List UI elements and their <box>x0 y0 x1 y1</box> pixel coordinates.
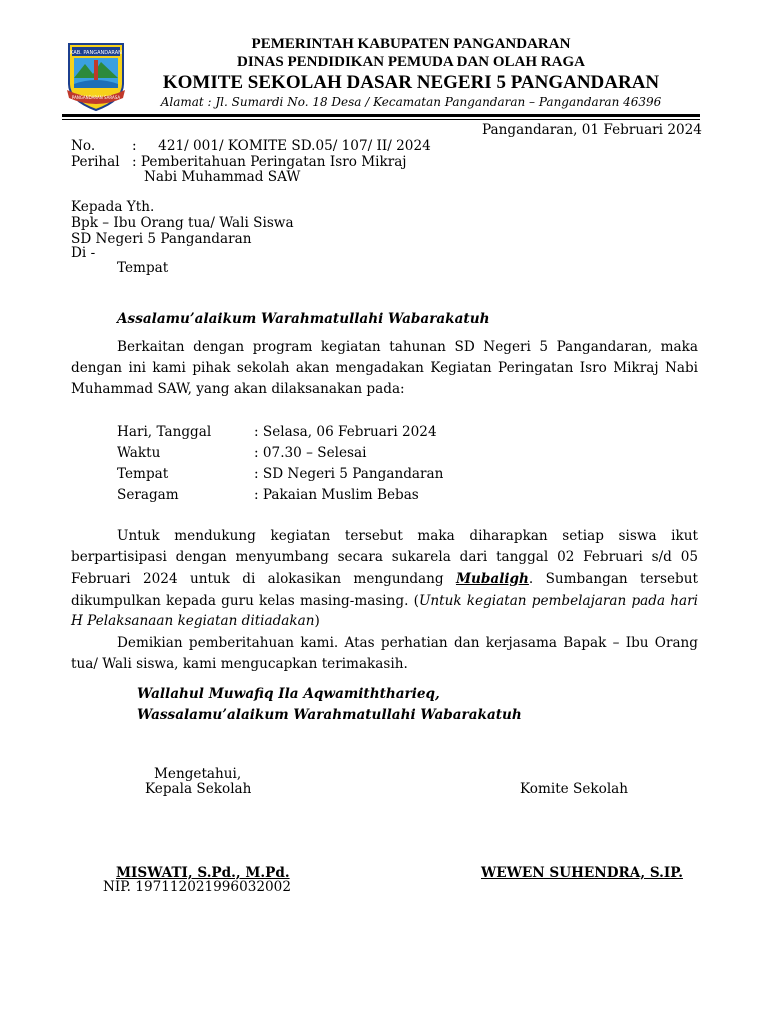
para3-line1: Demikian pemberitahuan kami. Atas perhatian dan kerjasama Bapak – Ibu Orang <box>117 635 698 651</box>
para1-line1: Berkaitan dengan program kegiatan tahunan SD Negeri 5 Pangandaran, maka <box>117 339 698 355</box>
detail-value-place: : SD Negeri 5 Pangandaran <box>254 466 444 482</box>
recipient-line1: Kepada Yth. <box>71 199 155 215</box>
letterhead-line3: KOMITE SEKOLAH DASAR NEGERI 5 PANGANDARAN <box>162 72 660 93</box>
subject-line2: Nabi Muhammad SAW <box>144 169 301 185</box>
closing-line1: Wallahul Muwafiq Ila Aqwamiththarieq, <box>137 686 440 702</box>
sign-left-line1: Mengetahui, <box>154 766 242 782</box>
detail-value-uniform: : Pakaian Muslim Bebas <box>254 487 419 503</box>
detail-label-uniform: Seragam <box>117 487 179 503</box>
recipient-line2: Bpk – Ibu Orang tua/ Wali Siswa <box>71 215 294 231</box>
detail-label-date: Hari, Tanggal <box>117 424 212 440</box>
letterhead-divider-thin <box>62 119 700 120</box>
para2-line1: Untuk mendukung kegiatan tersebut maka diharapkan setiap siswa ikut <box>117 528 698 544</box>
detail-value-date: : Selasa, 06 Februari 2024 <box>254 424 437 440</box>
letterhead-divider-thick <box>62 114 700 117</box>
sign-right-title: Komite Sekolah <box>520 781 629 797</box>
greeting: Assalamu’alaikum Warahmatullahi Wabarakatuh <box>117 311 490 327</box>
detail-value-time: : 07.30 – Selesai <box>254 445 367 461</box>
letterhead-line2: DINAS PENDIDIKAN PEMUDA DAN OLAH RAGA <box>237 54 585 70</box>
regency-logo <box>63 40 129 112</box>
mubaligh-emphasis: Mubaligh <box>455 571 529 587</box>
letter-date: Pangandaran, 01 Februari 2024 <box>482 122 702 138</box>
detail-label-place: Tempat <box>117 466 169 482</box>
recipient-line5: Tempat <box>117 260 169 276</box>
logo-top-text: KAB. PANGANDARAN <box>70 50 122 56</box>
letterhead-address: Alamat : Jl. Sumardi No. 18 Desa / Kecamatan Pangandaran – Pangandaran 46396 <box>160 95 662 109</box>
number-value: : 421/ 001/ KOMITE SD.05/ 107/ II/ 2024 <box>132 138 431 154</box>
sign-left-nip: NIP. 197112021996032002 <box>103 879 291 895</box>
subject-label: Perihal <box>71 154 120 170</box>
para2-line5: H Pelaksanaan kegiatan ditiadakan) <box>71 613 320 629</box>
para2-line3: Februari 2024 untuk di alokasikan mengundang Mubaligh. Sumbangan tersebut <box>71 571 698 587</box>
number-label: No. <box>71 138 96 154</box>
closing-line2: Wassalamu’alaikum Warahmatullahi Wabarakatuh <box>137 707 522 723</box>
sign-left-name: MISWATI, S.Pd., M.Pd. <box>116 865 290 881</box>
subject-line1: : Pemberitahuan Peringatan Isro Mikraj <box>132 154 407 170</box>
recipient-line3: SD Negeri 5 Pangandaran <box>71 231 252 247</box>
para1-line2: dengan ini kami pihak sekolah akan mengadakan Kegiatan Peringatan Isro Mikraj Nabi <box>71 360 698 376</box>
recipient-line4: Di - <box>71 245 96 261</box>
detail-label-time: Waktu <box>117 445 161 461</box>
para3-line2: tua/ Wali siswa, kami mengucapkan terimakasih. <box>71 656 408 672</box>
sign-right-name: WEWEN SUHENDRA, S.IP. <box>481 865 683 881</box>
para1-line3: Muhammad SAW, yang akan dilaksanakan pada: <box>71 381 405 397</box>
sign-left-line2: Kepala Sekolah <box>145 781 252 797</box>
para2-line4: dikumpulkan kepada guru kelas masing-masing. (Untuk kegiatan pembelajaran pada hari <box>71 593 698 609</box>
letterhead-line1: PEMERINTAH KABUPATEN PANGANDARAN <box>251 36 571 52</box>
para2-line2: berpartisipasi dengan menyumbang secara sukarela dari tanggal 02 Februari s/d 05 <box>71 549 698 565</box>
logo-bottom-text: PANGANDARAN SARASA <box>71 95 121 100</box>
